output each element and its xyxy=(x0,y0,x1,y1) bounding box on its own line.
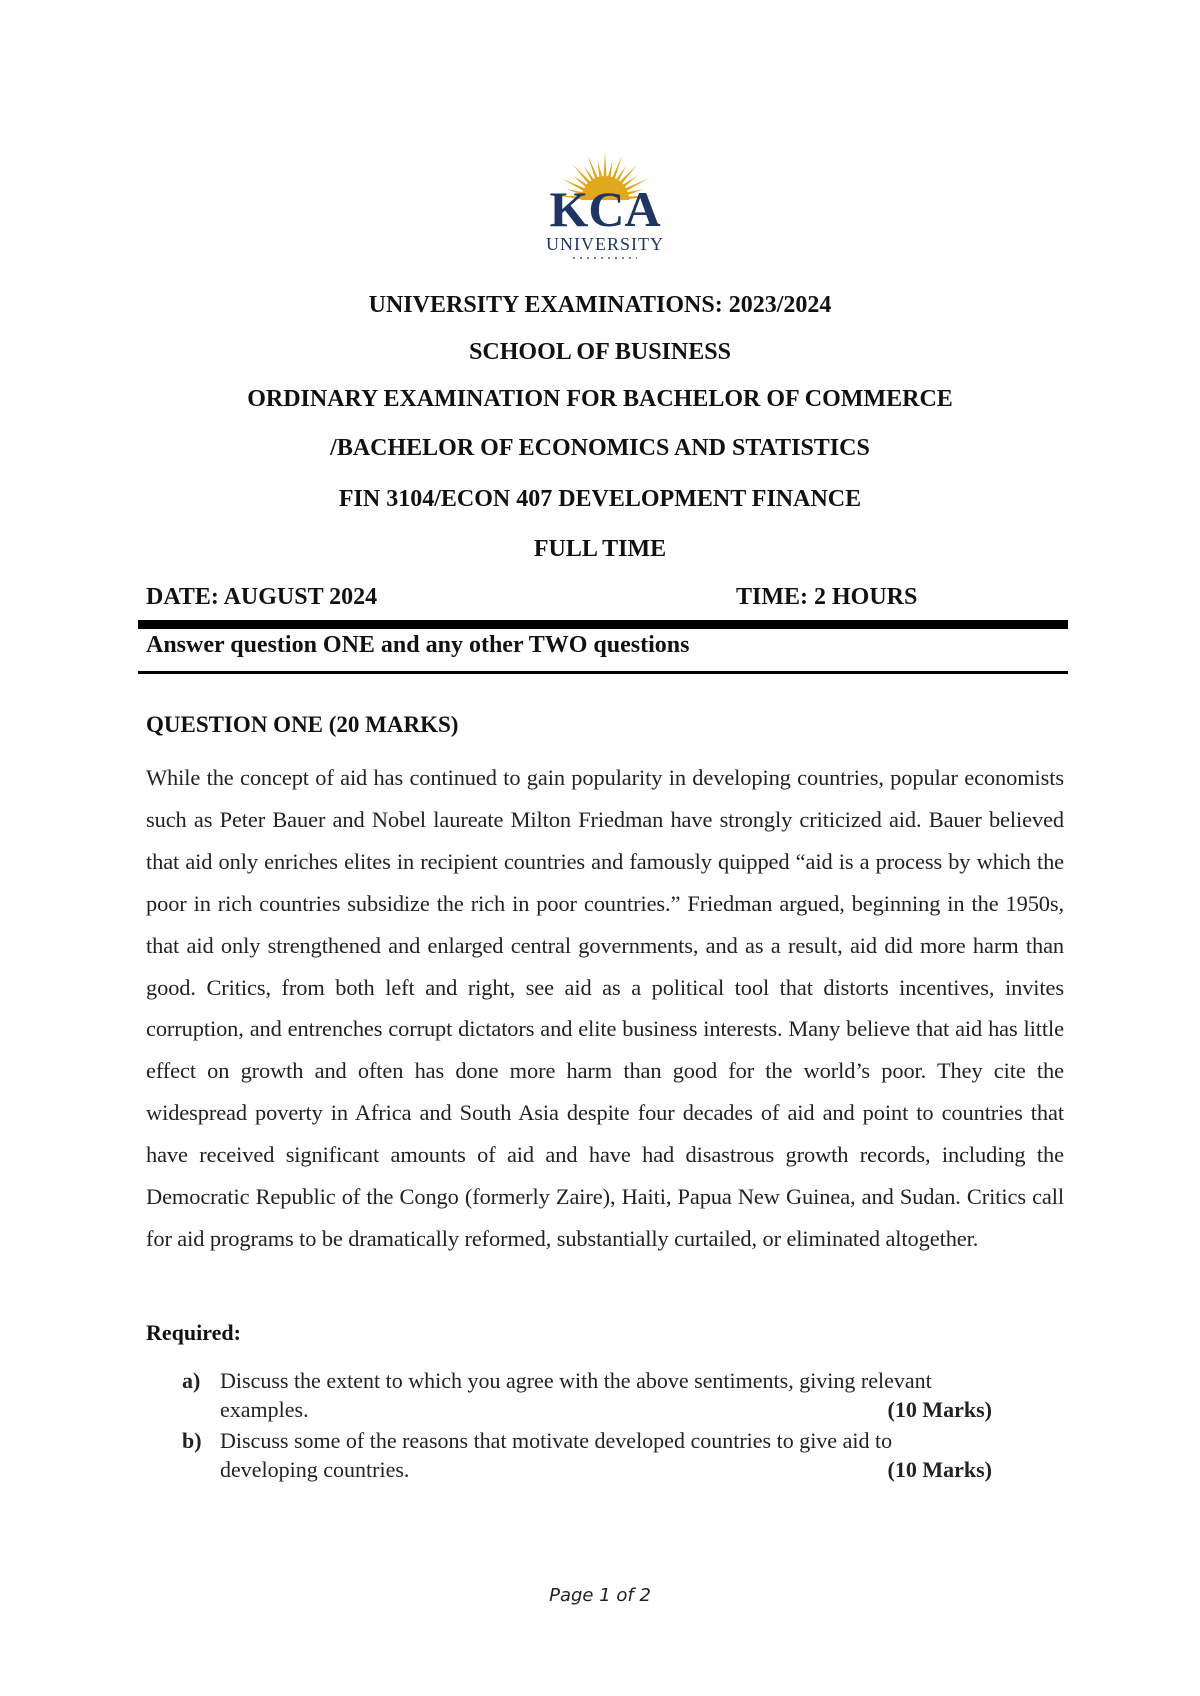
part-text: Discuss some of the reasons that motivate developed countries to give aid to developing countries. xyxy=(220,1428,893,1482)
part-text: Discuss the extent to which you agree with the above sentiments, giving relevant examples. xyxy=(220,1368,932,1422)
page-number: Page 1 of 2 xyxy=(549,1585,651,1606)
instructions-divider xyxy=(138,671,1068,674)
part-letter: a) xyxy=(182,1368,201,1393)
study-mode: FULL TIME xyxy=(533,536,667,562)
header-divider xyxy=(138,620,1068,629)
programme-line-1: ORDINARY EXAMINATION FOR BACHELOR OF COMMERCE xyxy=(247,386,953,412)
programme-line-2: /BACHELOR OF ECONOMICS AND STATISTICS xyxy=(330,435,870,461)
exam-duration: TIME: 2 HOURS xyxy=(736,584,918,610)
question-one-passage: While the concept of aid has continued to gain popularity in developing countries, popular economists such as Peter Bauer and Nobel laureate Milton Friedman have strongly criticized aid. Bauer believed that aid only enriches elites in recipient countries and famously quipped “aid is a process by which the poor in rich countries subsidize the rich in poor countries.” Friedman argued, beginning in the 1950s, that aid only strengthened and enlarged central governments, and as a result, aid did more harm than good. Critics, from both left and right, see aid as a political tool that distorts incentives, invites corruption, and entrenches corrupt dictators and elite business interests. Many believe that aid has little effect on growth and often has done more harm than good for the world’s poor. They cite the widespread poverty in Africa and South Asia despite four decades of aid and point to countries that have received significant amounts of aid and have had disastrous growth records, including the Democratic Republic of the Congo (formerly Zaire), Haiti, Papua New Guinea, and Sudan. Critics call for aid programs to be dramatically reformed, substantially curtailed, or eliminated altogether. xyxy=(146,765,1064,1251)
exam-date: DATE: AUGUST 2024 xyxy=(146,584,378,610)
part-marks: (10 Marks) xyxy=(887,1457,992,1482)
school-name: SCHOOL OF BUSINESS xyxy=(469,339,731,365)
course-title: FIN 3104/ECON 407 DEVELOPMENT FINANCE xyxy=(338,486,862,512)
exam-session-title: UNIVERSITY EXAMINATIONS: 2023/2024 xyxy=(368,292,832,318)
exam-instructions: Answer question ONE and any other TWO questions xyxy=(146,632,690,658)
university-crest-icon xyxy=(533,148,677,266)
question-one-heading: QUESTION ONE (20 MARKS) xyxy=(146,712,459,737)
required-label: Required: xyxy=(146,1320,241,1345)
kca-university-logo xyxy=(533,148,677,266)
part-marks: (10 Marks) xyxy=(887,1397,992,1422)
logo-monogram: KCA xyxy=(549,181,661,237)
logo-name: UNIVERSITY xyxy=(546,234,664,254)
part-letter: b) xyxy=(182,1428,202,1453)
